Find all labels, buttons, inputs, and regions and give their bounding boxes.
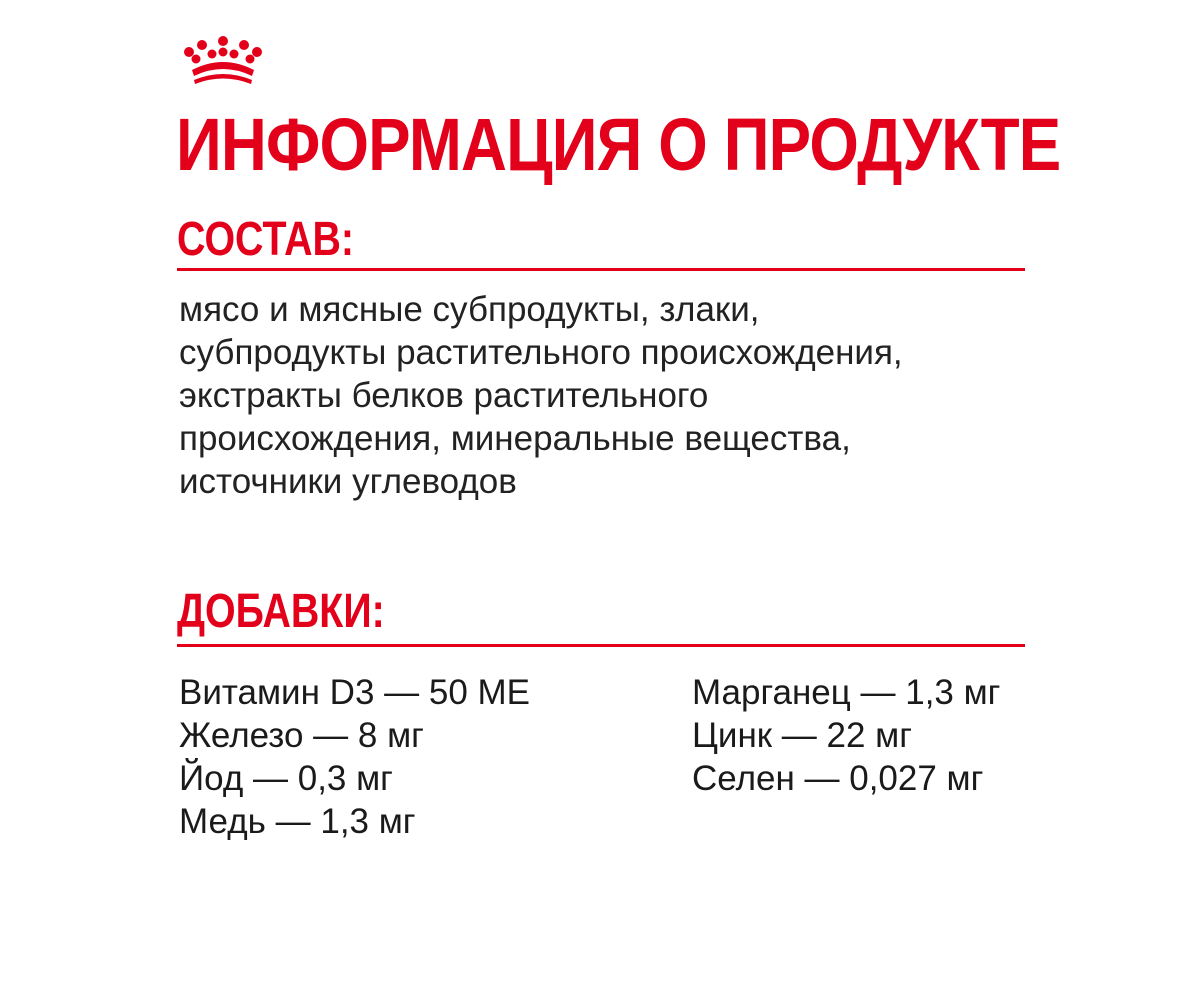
additives-heading: ДОБАВКИ: <box>177 585 385 638</box>
composition-line: субпродукты растительного происхождения, <box>179 333 903 372</box>
additives-divider <box>177 644 1025 647</box>
additives-list-right <box>692 671 1000 800</box>
page-title: ИНФОРМАЦИЯ О ПРОДУКТЕ <box>176 103 1061 186</box>
composition-heading: СОСТАВ: <box>177 213 355 266</box>
additives-list-left <box>179 671 530 843</box>
additive-item-iodine: Йод — 0,3 мг <box>179 759 393 798</box>
additive-item-vitamin-d3: Витамин D3 — 50 МЕ <box>179 673 531 712</box>
additive-item-manganese: Марганец — 1,3 мг <box>692 673 1001 712</box>
crown-icon <box>180 36 266 88</box>
composition-text <box>179 288 1029 503</box>
composition-line: источники углеводов <box>179 462 517 501</box>
additive-item-copper: Медь — 1,3 мг <box>179 802 416 841</box>
additive-item-selenium: Селен — 0,027 мг <box>692 759 984 798</box>
composition-divider <box>177 268 1025 271</box>
composition-line: мясо и мясные субпродукты, злаки, <box>179 290 760 329</box>
composition-line: экстракты белков растительного <box>179 376 709 415</box>
composition-line: происхождения, минеральные вещества, <box>179 419 851 458</box>
additive-item-iron: Железо — 8 мг <box>179 716 424 755</box>
additive-item-zinc: Цинк — 22 мг <box>692 716 913 755</box>
